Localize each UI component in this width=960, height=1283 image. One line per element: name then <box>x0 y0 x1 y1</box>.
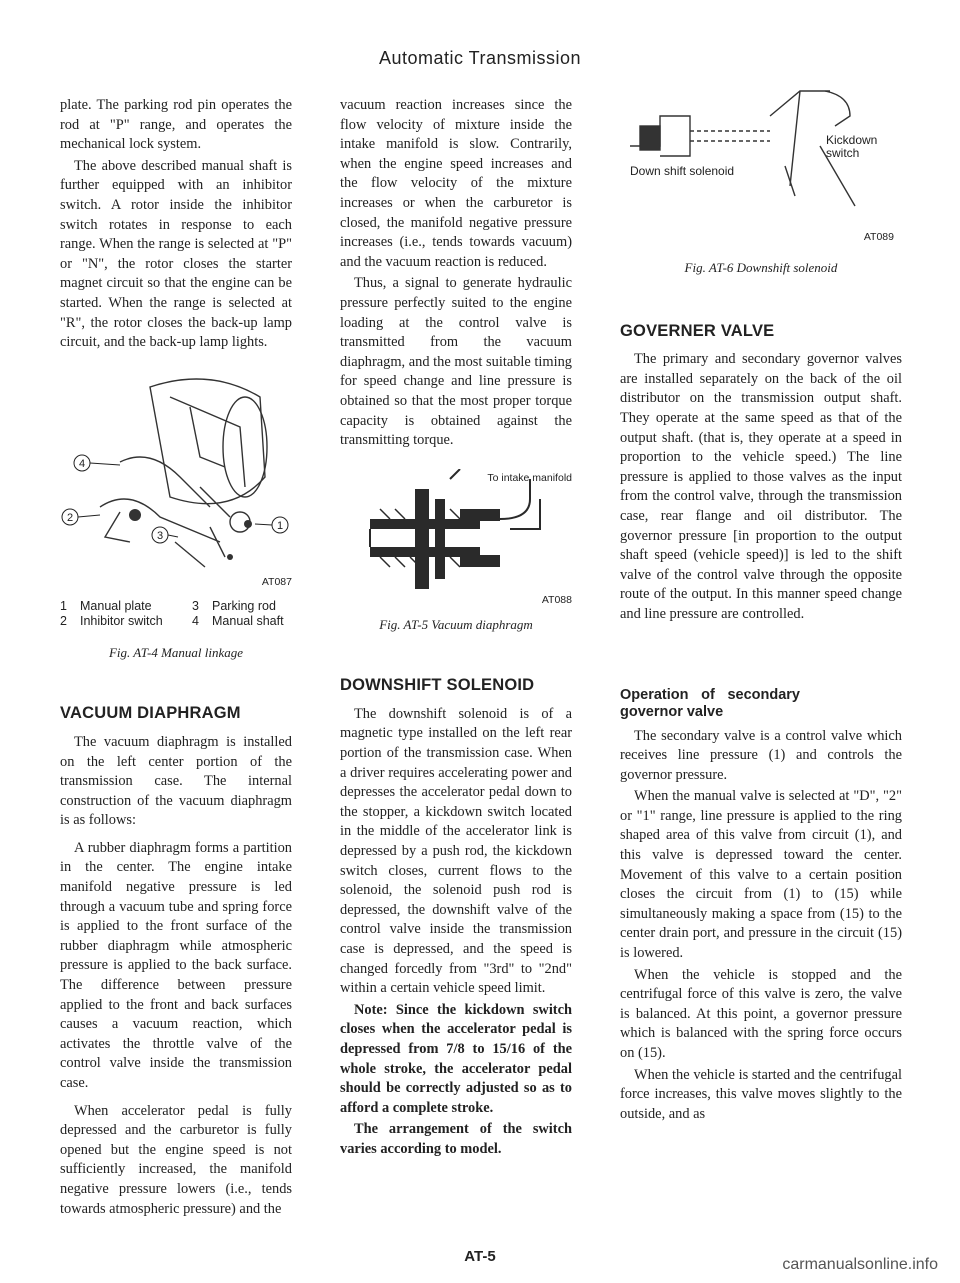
paragraph: When the vehicle is stopped and the centrifugal force of this valve is zero, the valve is balanced. At this point, a governor pressure which is balanced with the spring force occurs on (15). <box>620 966 902 1061</box>
figure-downshift-solenoid <box>620 86 902 258</box>
legend-label: Parking rod <box>212 598 276 613</box>
figure-label: To intake manifold <box>487 471 572 484</box>
paragraph: The primary and secondary governor valves are installed separately on the back of the oil distributor on the transmission output shaft. They operate at the same speed as that of the output shaft. (that is, they operate at a speed in proportion to the vehicle speed.) The line pressure is applied to those valves as the input from the control valve, through the transmission case, rear flange and oil distributor. The governor pressure [in proportion to the output shaft speed (vehicle speed)] is led to the shift valve of the control valve through the opposite route of the output. In this manner speed change and line pressure are controlled. <box>620 351 902 622</box>
paragraph: Thus, a signal to generate hydraulic pressure perfectly suited to the engine loading at the control valve is transmitted from the vacuum diaphragm, and the most suitable timing for speed change and line pressure is obtained so that the most proper torque capacity is obtained against the transmitting torque. <box>340 275 572 449</box>
paragraph: When the vehicle is started and the centrifugal force increases, this valve moves slightly to the outside, and as <box>620 1066 902 1122</box>
solenoid-label: Down shift solenoid <box>630 164 735 178</box>
legend-number: 1 <box>60 598 67 613</box>
paragraph: When accelerator pedal is fully depressed and the carburetor is fully opened but the engine speed is not sufficiently increased, the manifold negative pressure lowers (i.e., tends towards atmospheric pressure) and the <box>60 1102 292 1217</box>
callout-3: 3 <box>156 529 164 542</box>
watermark: carmanualsonline.info <box>782 1256 938 1273</box>
column-middle <box>340 96 572 1162</box>
paragraph: vacuum reaction increases since the flow velocity of mixture inside the intake manifold is slow. Contrarily, when the engine speed increases and the flow velocity of the mixture increases or when the carburetor is closed, the manifold negative pressure increases (i.e., tends towards vacuum) and the vacuum reaction is reduced. <box>340 97 572 270</box>
column-right <box>620 86 902 1126</box>
figure-vacuum-diaphragm <box>340 469 572 609</box>
page-number: AT-5 <box>464 1248 496 1265</box>
figure-caption: Fig. AT-5 Vacuum diaphragm <box>379 616 533 632</box>
legend-number: 2 <box>60 613 67 628</box>
sub-heading: Operation of secondary governor valve <box>620 686 800 720</box>
callout-4: 4 <box>78 457 86 470</box>
legend-number: 3 <box>192 598 199 613</box>
figure-caption: Fig. AT-6 Downshift solenoid <box>684 260 838 275</box>
paragraph: The downshift solenoid is of a magnetic type installed on the left rear portion of the transmission case. When a driver requires accelerating power and depresses the accelerator pedal down to the stopper, a kickdown switch located in the middle of the accelerator link is depressed by a push rod, the kickdown switch closes, current flows to the solenoid, the solenoid push rod is depressed, the downshift valve of the control valve inside the transmission case is depressed, and the speed is changed forcedly from "3rd" to "2nd" within a certain vehicle speed limit. <box>340 705 572 997</box>
callout-1: 1 <box>276 519 284 532</box>
figure-code: AT087 <box>261 575 292 588</box>
paragraph: A rubber diaphragm forms a partition in the center. The engine intake manifold negative pressure is led through a vacuum tube and spring force is applied to the front surface of the rubber diaphragm while atmospheric pressure is applied to the back surface. The difference between pressure applied to the front and back surfaces causes a vacuum reaction, which activates the throttle valve of the control valve inside the transmission case. <box>60 839 292 1091</box>
figure-code: AT089 <box>863 231 894 243</box>
page-header: Automatic Transmission <box>378 48 582 68</box>
kickdown-switch-label: Kickdown switch <box>826 133 878 160</box>
paragraph: When the manual valve is selected at "D", "2" or "1" range, line pressure is applied to the ring shaped area of this valve from circuit (1), and this valve is depressed toward the center. Movement of this valve to a certain position closes the circuit from (1) to (15) while simultaneously making a space from (15) to the center drain port, and pressure in the circuit (15) is lowered. <box>620 788 902 962</box>
section-heading: VACUUM DIAPHRAGM <box>60 704 241 723</box>
callout-2: 2 <box>66 511 74 524</box>
figure-code: AT088 <box>541 593 572 606</box>
legend-number: 4 <box>192 613 199 628</box>
paragraph: The arrangement of the switch varies according to model. <box>340 1121 572 1157</box>
figure-legend <box>60 599 292 629</box>
paragraph: plate. The parking rod pin operates the rod at "P" range, and operates the mechanical lock system. <box>60 97 292 153</box>
legend-label: Manual shaft <box>212 613 284 628</box>
column-left <box>60 96 292 1221</box>
section-heading: DOWNSHIFT SOLENOID <box>340 676 535 695</box>
note: Note: Since the kickdown switch closes when the accelerator pedal is depressed from 7/8 to 15/16 of the whole stroke, the accelerator pedal should be correctly adjusted so as to afford a complete stroke. <box>340 1001 572 1116</box>
manual-linkage-drawing <box>60 367 292 595</box>
figure-manual-linkage <box>60 367 292 595</box>
paragraph: The vacuum diaphragm is installed on the left center portion of the transmission case. The internal construction of the vacuum diaphragm is as follows: <box>60 733 292 829</box>
legend-label: Inhibitor switch <box>80 613 163 628</box>
downshift-solenoid-drawing <box>620 86 902 236</box>
figure-caption: Fig. AT-4 Manual linkage <box>108 644 244 660</box>
paragraph: The secondary valve is a control valve which receives line pressure (1) and controls the governor pressure. <box>620 727 902 783</box>
section-heading: GOVERNER VALVE <box>620 321 775 340</box>
legend-label: Manual plate <box>80 598 152 613</box>
paragraph: The above described manual shaft is further equipped with an inhibitor switch. A rotor inside the inhibitor switch rotates in response to each range. When the range is selected at "P" or "N", the rotor closes the starter magnet circuit so that the engine can be started. When the range is selected at "R", the rotor closes the back-up lamp circuit, and the back-up lamp lights. <box>60 157 292 351</box>
